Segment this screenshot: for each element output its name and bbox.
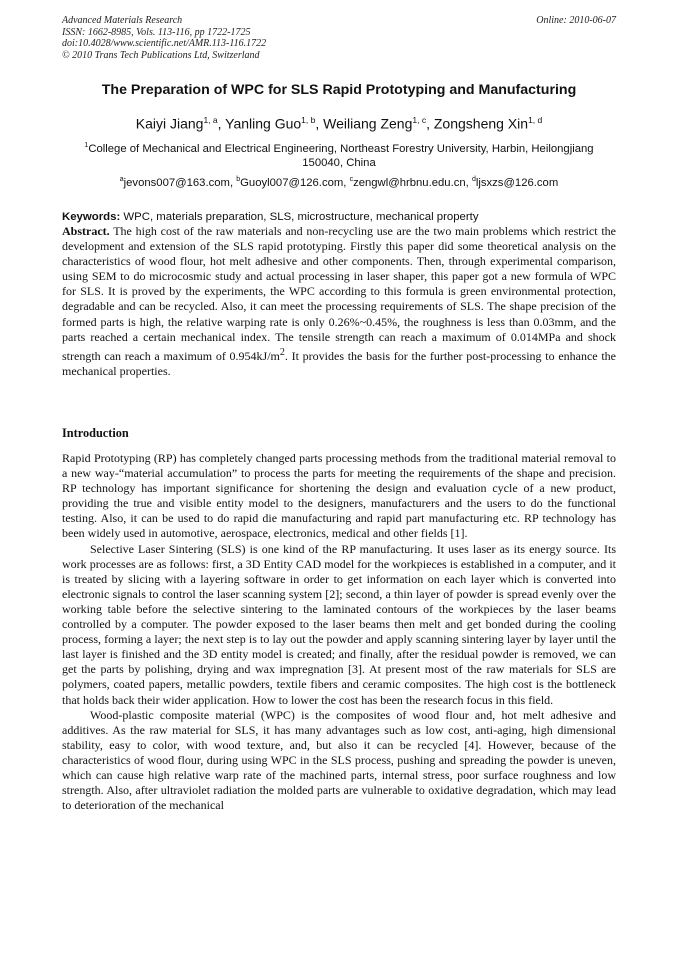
- abstract-text: The high cost of the raw materials and non-recycling use are the two main problems which restrict the development and extension of the SLS rapid prototyping. Firstly this paper did some theoretical analysis on the characteristics of wood flour, hot melt adhesive and other components. Then, through experimental comparison, using SEM to do microcosmic study and actual processing in laser shaper, this paper got a new formula of WPC for SLS. It is proved by the experiments, the WPC according to this formula is green environmental protection, degradable and can be recycled. Also, it can meet the processing requirements of SLS. The shape precision of the formed parts is high, the relative warping rate is only 0.26%~0.45%, the roughness is less than 0.03mm, and the parts reached a certain mechanical index. The tensile strength can reach a maximum of 0.014MPa and shock strength can reach a maximum of 0.954kJ/m: [62, 224, 616, 363]
- email[interactable]: jevons007@163.com: [123, 176, 230, 189]
- section-heading-introduction: Introduction: [62, 426, 129, 440]
- keywords: [62, 211, 616, 223]
- abstract-tail: . It provides the basis for the further post-processing to enhance the mechanical properties.: [62, 348, 617, 378]
- online-date: Online: 2010-06-07: [536, 15, 616, 26]
- email-list: $^a$jevons007@163.com, $^b$Guoyl007@126.com, $^c$zengwl@hrbnu.edu.cn, $^d$ljsxzs@126.com: [119, 176, 559, 189]
- author-sup: 1, d: [528, 115, 543, 125]
- journal-copyright: © 2010 Trans Tech Publications Ltd, Switzerland: [62, 49, 260, 61]
- author-list: Kaiyi Jiang$^{1, a}$, Yanling Guo$^{1, b}$, Weiliang Zeng$^{1, c}$, Zongsheng Xin$^{1, d}$: [135, 115, 543, 132]
- email[interactable]: zengwl@hrbnu.edu.cn: [353, 176, 466, 189]
- paper-title: The Preparation of WPC for SLS Rapid Prototyping and Manufacturing: [101, 82, 577, 98]
- keywords-label: Keywords:: [62, 211, 121, 223]
- email[interactable]: Guoyl007@126.com: [240, 176, 344, 189]
- affiliation-sup: 1: [84, 142, 89, 149]
- email[interactable]: ljsxzs@126.com: [475, 176, 559, 189]
- journal-name: Advanced Materials Research: [62, 15, 183, 26]
- author-sup: 1, b: [301, 115, 316, 125]
- journal-issn: ISSN: 1662-8985, Vols. 113-116, pp 1722-1725: [62, 26, 251, 38]
- paragraph: Selective Laser Sintering (SLS) is one kind of the RP manufacturing. It uses laser as its energy source. Its work processes are as follows: first, a 3D Entity CAD model for the workpieces is established in a computer, and it is treated by slicing with a layering software in order to get information on each layer which is converted into electronic signals to control the laser scanning system [2]; second, a thin layer of powder is spread evenly over the working table before the selective sintering to the laminated contours of the workpieces by the laser beams controlled by a computer. The powder exposed to the laser beams then melt and get bonded during the cooling process, forming a layer; the next step is to lay out the powder and apply scanning sintering layer by layer until the last layer is finished and the 3D entity model is created; and finally, after the residual powder is removed, we can get the parts by polishing, drying and wax impregnation [3]. At present most of the raw materials for SLS are polymers, coated papers, metallic powders, textile fibers and ceramic composites. The high cost is the bottleneck that holds back their wider application. How to lower the cost has been the research focus in this field.: [62, 541, 616, 707]
- paragraph: Rapid Prototyping (RP) has completely changed parts processing methods from the traditional material removal to a new way-“material accumulation” to process the parts for meeting the requirements of the shape and precision. RP technology has important significance for shortening the design and evaluation cycle of a new product, providing the true and visible entity model to the designers, manufacturers and the users to do the functional testing. Also, it can be used to do rapid die manufacturing and rapid part manufacturing etc. RP technology has been widely used in automotive, aerospace, electronics, medical and other fields [1].: [62, 451, 616, 541]
- abstract-label: Abstract.: [62, 224, 110, 238]
- abstract-sup: 2: [279, 346, 285, 358]
- affiliation-text: College of Mechanical and Electrical Engineering, Northeast Forestry University, Harbin, Heilongjiang 150040, China: [88, 142, 594, 170]
- affiliation: [72, 139, 606, 171]
- introduction-body: [62, 451, 616, 813]
- author-sup: 1, a: [203, 115, 218, 125]
- author-name: Kaiyi Jiang: [135, 115, 204, 132]
- journal-doi: doi:10.4028/www.scientific.net/AMR.113-116.1722: [62, 38, 267, 49]
- abstract: [62, 224, 616, 379]
- author-name: Weiliang Zeng: [323, 115, 413, 132]
- author-name: Zongsheng Xin: [433, 115, 529, 132]
- journal-header: [62, 15, 616, 61]
- author-sup: 1, c: [412, 115, 427, 125]
- keywords-text: WPC, materials preparation, SLS, microstructure, mechanical property: [123, 211, 479, 223]
- author-name: Yanling Guo: [225, 115, 302, 132]
- paragraph: Wood-plastic composite material (WPC) is the composites of wood flour and, hot melt adhesive and additives. As the raw material for SLS, it has many advantages such as low cost, anti-aging, high dimensional stability, easy to color, with wood texture, and, but also it can be recycled [4]. However, because of the characteristics of wood flour, during using WPC in the SLS process, pushing and spreading the powder is uneven, which can cause high relative warp rate of the machined parts, internal stress, poor surface roughness and low strength. Also, after ultraviolet radiation the molded parts are vulnerable to oxidative degradation, which may lead to deterioration of the mechanical: [62, 707, 616, 813]
